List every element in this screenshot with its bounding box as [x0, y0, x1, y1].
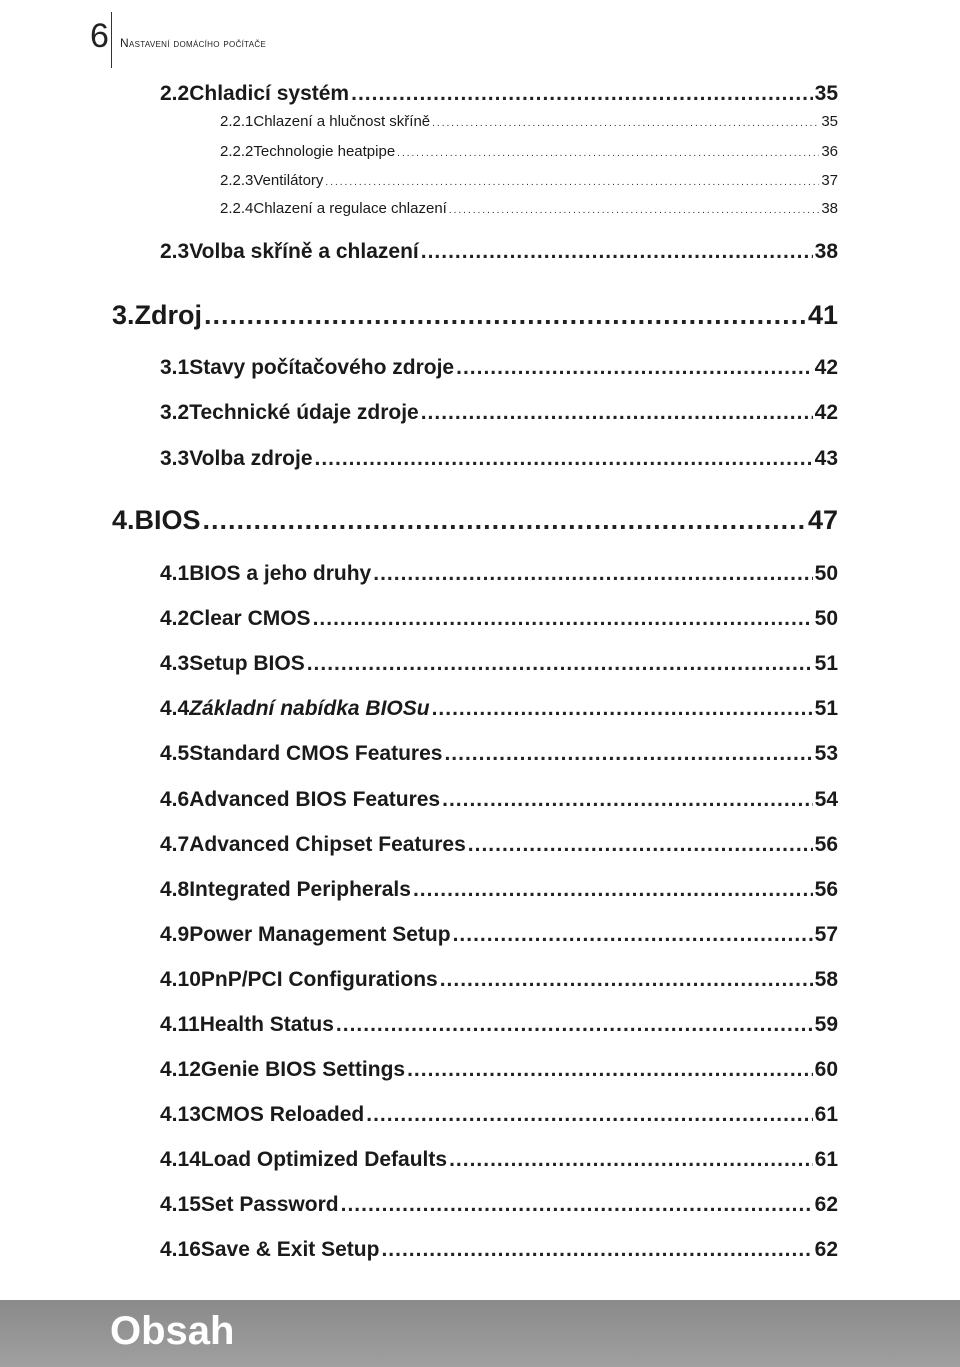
- toc-entry-number: 4.: [112, 505, 135, 535]
- dot-leader: [341, 1193, 813, 1217]
- dot-leader: [432, 118, 819, 129]
- toc-entry-title: Advanced Chipset Features: [189, 833, 466, 856]
- toc-entry-page: 42: [814, 356, 838, 379]
- toc-entry[interactable]: [160, 742, 838, 766]
- toc-entry-page: 62: [814, 1238, 838, 1261]
- toc-entry-page: 58: [814, 968, 838, 991]
- toc-entry-title: CMOS Reloaded: [200, 1103, 365, 1126]
- toc-entry-page: 36: [821, 143, 838, 160]
- dot-leader: [449, 205, 819, 216]
- toc-entry-title: Technologie heatpipe: [253, 143, 396, 160]
- toc-entry[interactable]: [160, 923, 838, 947]
- toc-entry-number: 2.2: [160, 82, 190, 105]
- toc-entry-title: BIOS a jeho druhy: [189, 562, 372, 585]
- toc-entry[interactable]: [220, 143, 838, 160]
- toc-entry-page: 35: [821, 113, 838, 130]
- toc-entry-title: Genie BIOS Settings: [200, 1058, 406, 1081]
- dot-leader: [397, 148, 819, 159]
- toc-entry[interactable]: [160, 878, 838, 902]
- toc-entry-page: 57: [814, 923, 838, 946]
- toc-entry[interactable]: [112, 300, 838, 331]
- toc-entry-page: 60: [814, 1058, 838, 1081]
- toc-entry[interactable]: [160, 788, 838, 812]
- toc-entry-page: 47: [807, 505, 838, 535]
- toc-entry[interactable]: [220, 200, 838, 217]
- toc-entry-number: 4.3: [160, 652, 190, 675]
- toc-entry-number: 4.9: [160, 923, 190, 946]
- toc-entry-page: 37: [821, 172, 838, 189]
- toc-entry-page: 61: [814, 1103, 838, 1126]
- toc-entry[interactable]: [160, 1193, 838, 1217]
- dot-leader: [315, 447, 813, 471]
- toc-entry-number: 3.1: [160, 356, 190, 379]
- toc-entry[interactable]: [112, 505, 838, 536]
- dot-leader: [453, 923, 813, 947]
- toc-entry-page: 56: [814, 878, 838, 901]
- toc-entry[interactable]: [220, 172, 838, 189]
- toc-entry-number: 4.11: [160, 1013, 200, 1036]
- toc-entry-title: Volba zdroje: [189, 447, 313, 470]
- toc-entry-number: 4.4: [160, 697, 190, 720]
- toc-entry[interactable]: [160, 833, 838, 857]
- toc-entry[interactable]: [160, 240, 838, 264]
- dot-leader: [468, 833, 813, 857]
- toc-entry[interactable]: [160, 968, 838, 992]
- toc-entry[interactable]: [160, 1058, 838, 1082]
- toc-entry-number: 4.12: [160, 1058, 201, 1081]
- toc-entry-page: 38: [821, 200, 838, 217]
- toc-entry-page: 41: [807, 300, 838, 330]
- dot-leader: [413, 878, 813, 902]
- toc-entry-number: 4.2: [160, 607, 190, 630]
- toc-entry[interactable]: [160, 562, 838, 586]
- dot-leader: [381, 1238, 812, 1262]
- toc-entry-title: Volba skříně a chlazení: [189, 240, 419, 263]
- toc-entry-title: Load Optimized Defaults: [200, 1148, 448, 1171]
- toc-entry-title: BIOS: [134, 505, 201, 535]
- page-number: 6: [90, 17, 109, 55]
- toc-entry-number: 4.15: [160, 1193, 201, 1216]
- dot-leader: [449, 1148, 813, 1172]
- dot-leader: [366, 1103, 812, 1127]
- toc-entry-title: Health Status: [199, 1013, 334, 1036]
- toc-entry[interactable]: [160, 1103, 838, 1127]
- toc-entry[interactable]: [160, 356, 838, 380]
- toc-entry-title: Set Password: [200, 1193, 339, 1216]
- dot-leader: [442, 788, 813, 812]
- section-title: Obsah: [110, 1309, 235, 1353]
- toc-entry[interactable]: [160, 652, 838, 676]
- toc-entry-title: Chladicí systém: [189, 82, 350, 105]
- toc-entry-title: Stavy počítačového zdroje: [189, 356, 455, 379]
- toc-entry-number: 4.14: [160, 1148, 201, 1171]
- dot-leader: [204, 300, 806, 331]
- dot-leader: [307, 652, 813, 676]
- page-header: [0, 0, 960, 70]
- toc-entry-title: Základní nabídka BIOSu: [189, 697, 430, 720]
- dot-leader: [203, 505, 806, 536]
- toc-entry-title: Integrated Peripherals: [189, 878, 411, 901]
- toc-entry[interactable]: [160, 401, 838, 425]
- toc-entry-title: Setup BIOS: [189, 652, 305, 675]
- toc-entry-number: 4.13: [160, 1103, 201, 1126]
- dot-leader: [351, 82, 813, 106]
- toc-entry-number: 3.3: [160, 447, 190, 470]
- dot-leader: [421, 401, 813, 425]
- toc-entry-number: 4.5: [160, 742, 190, 765]
- toc-entry-number: 2.2.2: [220, 143, 254, 160]
- dot-leader: [444, 742, 812, 766]
- toc-entry-title: Technické údaje zdroje: [189, 401, 419, 424]
- toc-entry-number: 4.1: [160, 562, 190, 585]
- toc-entry-title: Chlazení a hlučnost skříně: [253, 113, 431, 130]
- dot-leader: [440, 968, 813, 992]
- toc-entry-title: Zdroj: [134, 300, 203, 330]
- toc-entry-page: 53: [814, 742, 838, 765]
- dot-leader: [421, 240, 813, 264]
- toc-entry-number: 2.2.1: [220, 113, 254, 130]
- toc-entry[interactable]: [160, 1238, 838, 1262]
- toc-entry-title: Chlazení a regulace chlazení: [253, 200, 447, 217]
- toc-entry-page: 43: [814, 447, 838, 470]
- toc-entry-number: 3.2: [160, 401, 190, 424]
- toc-entry-page: 38: [814, 240, 838, 263]
- toc-entry-number: 2.2.4: [220, 200, 254, 217]
- dot-leader: [313, 607, 813, 631]
- toc-entry-title: Power Management Setup: [189, 923, 451, 946]
- dot-leader: [325, 177, 819, 188]
- toc-entry[interactable]: [220, 113, 838, 130]
- toc-entry[interactable]: [160, 1013, 838, 1037]
- toc-entry-title: Clear CMOS: [189, 607, 311, 630]
- toc-entry-number: 4.7: [160, 833, 190, 856]
- dot-leader: [456, 356, 813, 380]
- toc-entry[interactable]: [160, 447, 838, 471]
- dot-leader: [336, 1013, 813, 1037]
- toc-entry-page: 51: [814, 697, 838, 720]
- toc-entry-page: 50: [814, 562, 838, 585]
- toc-entry[interactable]: [160, 82, 838, 106]
- toc-entry[interactable]: [160, 607, 838, 631]
- toc-entry-page: 61: [814, 1148, 838, 1171]
- toc-entry-title: Ventilátory: [253, 172, 324, 189]
- toc-entry-page: 50: [814, 607, 838, 630]
- dot-leader: [432, 697, 813, 721]
- toc-entry-number: 4.6: [160, 788, 190, 811]
- dot-leader: [373, 562, 812, 586]
- header-divider: [111, 12, 112, 68]
- toc-entry-title: Save & Exit Setup: [200, 1238, 380, 1261]
- toc-entry-number: 3.: [112, 300, 135, 330]
- toc-entry-page: 42: [814, 401, 838, 424]
- running-title: Nastavení domácího počítače: [120, 36, 267, 50]
- toc-entry-title: Advanced BIOS Features: [189, 788, 441, 811]
- toc-entry-page: 35: [814, 82, 838, 105]
- toc-entry-title: PnP/PCI Configurations: [200, 968, 438, 991]
- toc-entry-number: 2.3: [160, 240, 190, 263]
- toc-entry-number: 2.2.3: [220, 172, 254, 189]
- toc-entry-page: 54: [814, 788, 838, 811]
- toc-entry-page: 59: [814, 1013, 838, 1036]
- toc-entry[interactable]: [160, 1148, 838, 1172]
- toc-entry-number: 4.16: [160, 1238, 201, 1261]
- toc-entry-page: 62: [814, 1193, 838, 1216]
- toc-entry-page: 56: [814, 833, 838, 856]
- toc-entry-title: Standard CMOS Features: [189, 742, 443, 765]
- toc-entry-number: 4.8: [160, 878, 190, 901]
- toc-entry-number: 4.10: [160, 968, 201, 991]
- toc-entry[interactable]: [160, 697, 838, 721]
- toc-entry-page: 51: [814, 652, 838, 675]
- dot-leader: [407, 1058, 813, 1082]
